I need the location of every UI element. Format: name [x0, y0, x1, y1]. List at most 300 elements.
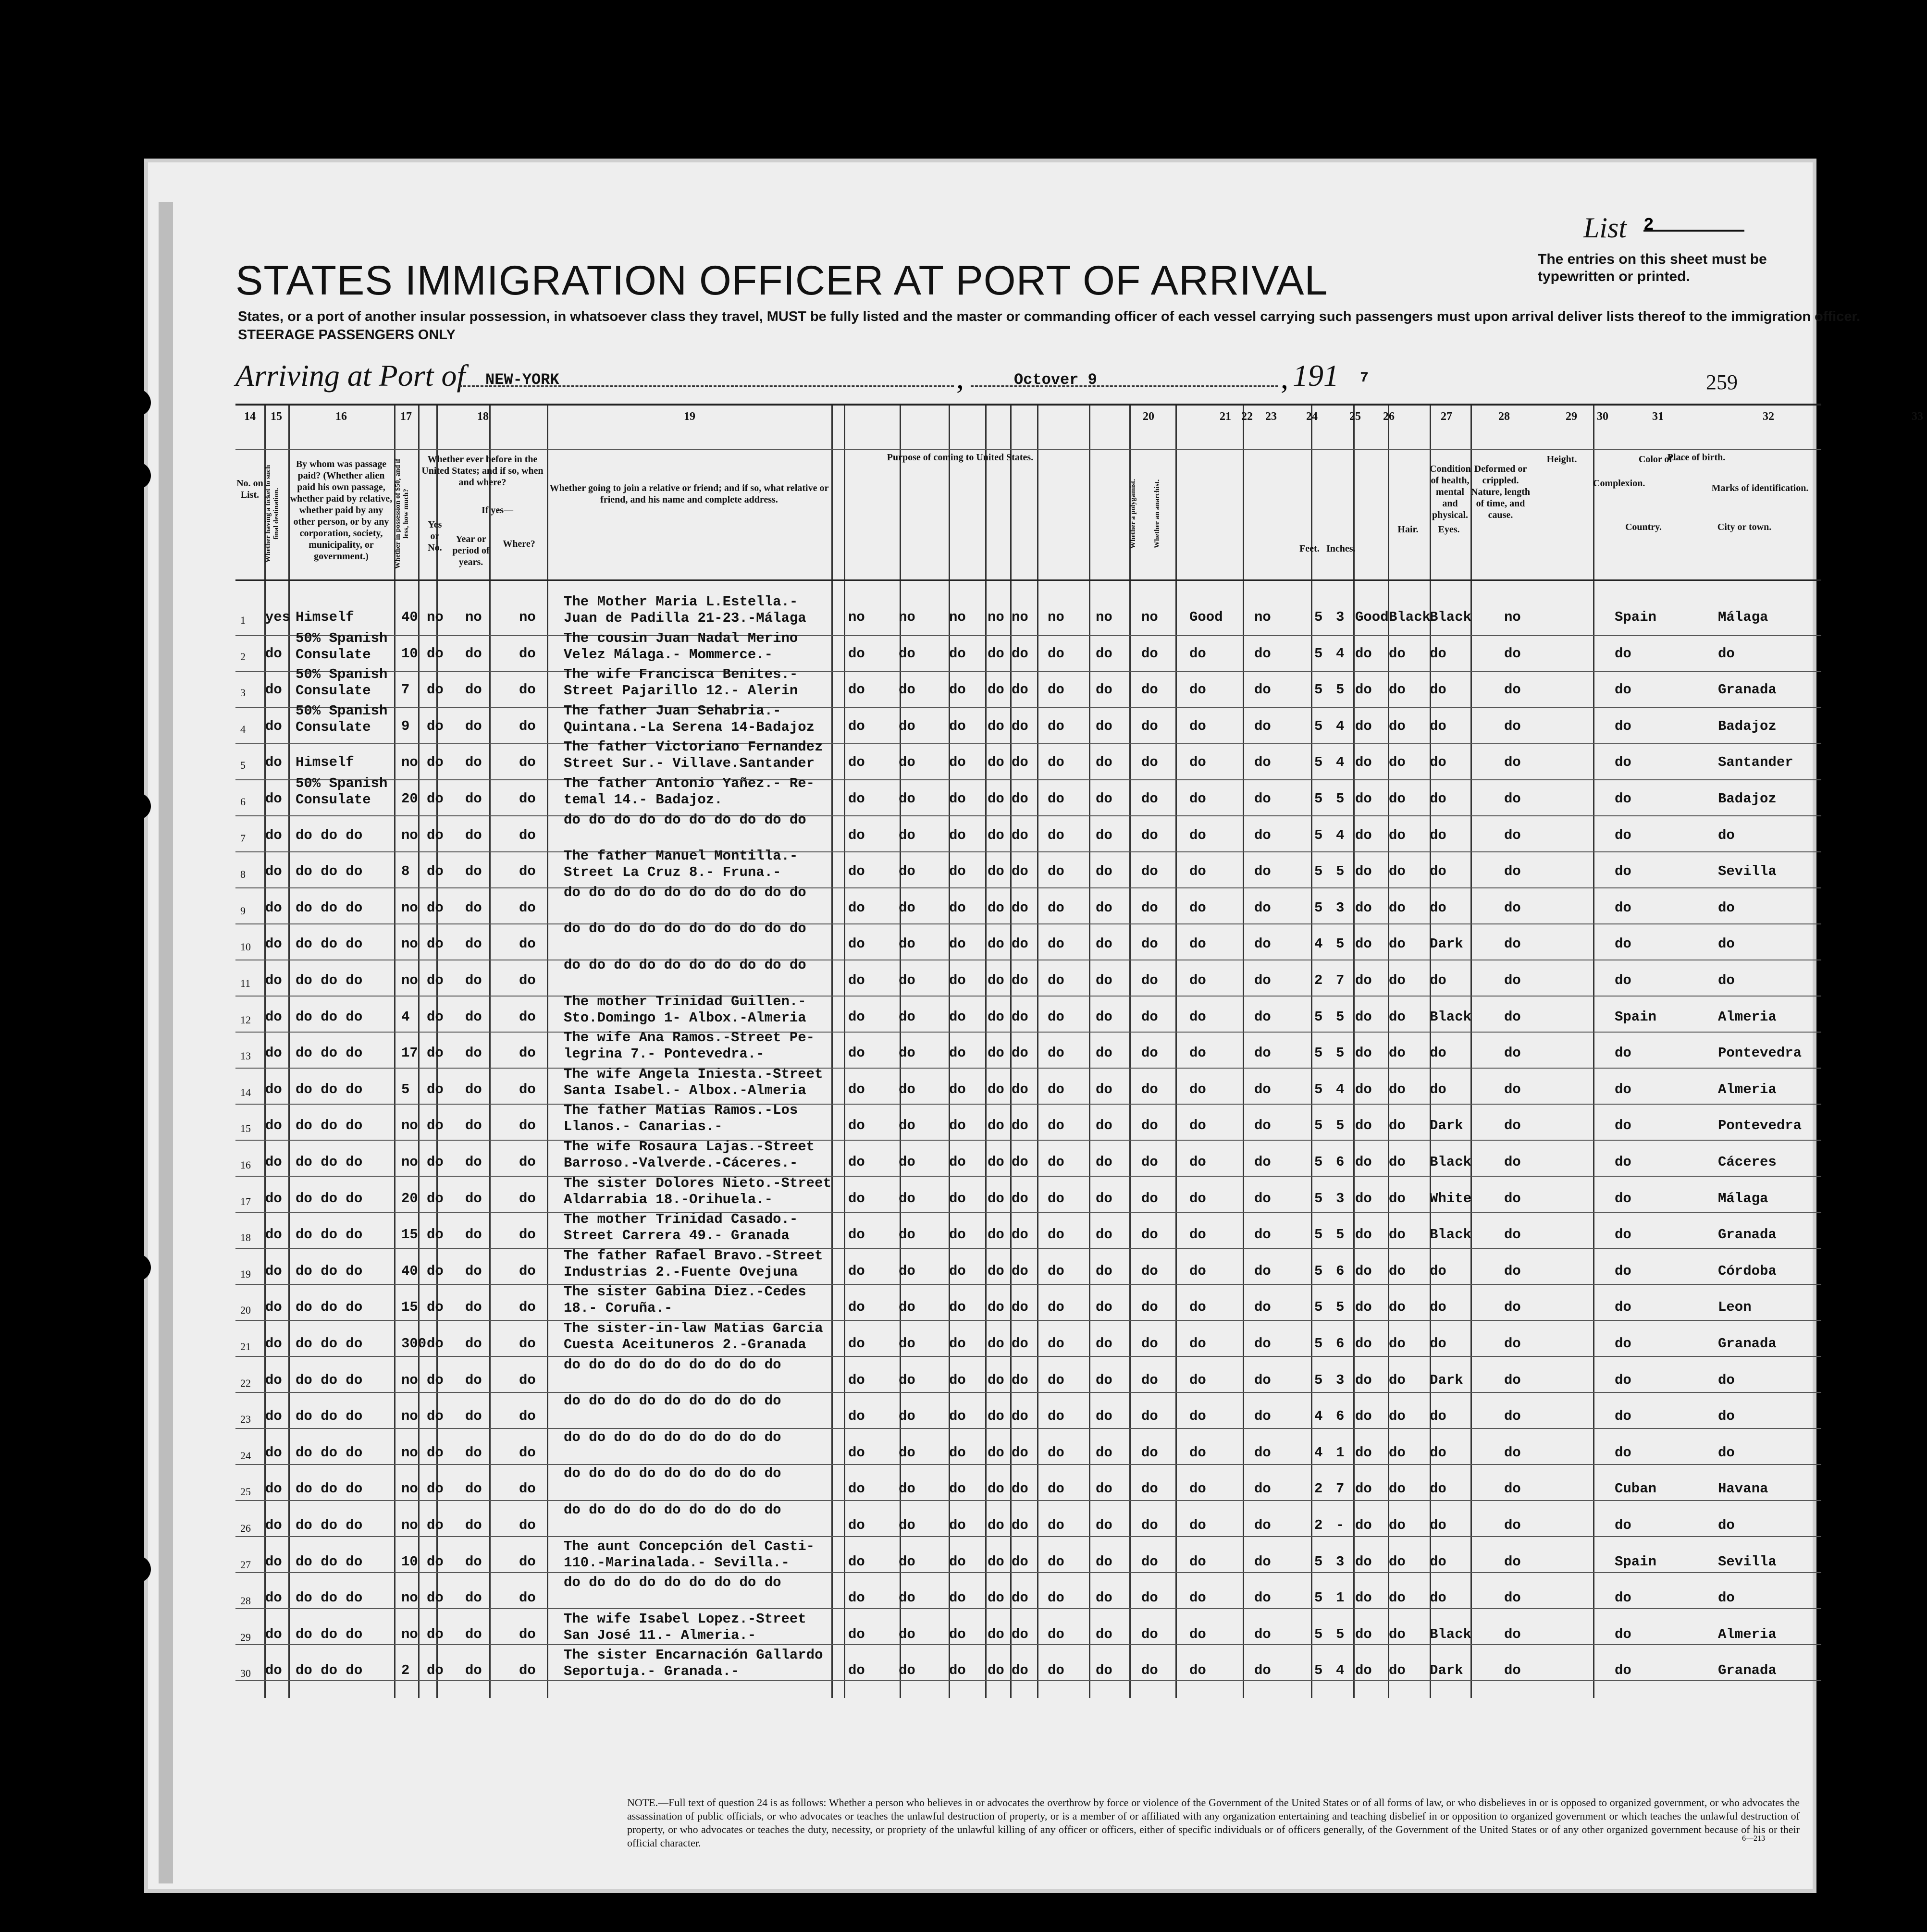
cell-eyes: do [1430, 1590, 1446, 1606]
cell-health: do [1189, 899, 1206, 916]
cell-c23: do [1012, 1626, 1028, 1642]
cell-eyes: do [1430, 1517, 1446, 1533]
cell-complexion: do [1355, 718, 1372, 734]
cell-c25: do [1096, 1336, 1112, 1352]
cell-before: do [427, 645, 444, 662]
column-header: Condition of health, mental and physical. [1430, 464, 1471, 520]
cell-c26: do [1141, 645, 1158, 662]
cell-inches: 4 [1336, 827, 1345, 843]
cell-health: do [1189, 1408, 1206, 1425]
cell-c22: do [988, 1553, 1004, 1570]
cell-c21: do [949, 718, 966, 734]
cell-no: 7 [240, 832, 246, 844]
column-number: 24 [1306, 410, 1318, 423]
column-number: 15 [271, 410, 282, 423]
cell-paid: do do do [296, 899, 363, 916]
cell-paid: Himself [296, 754, 354, 771]
cell-feet: 5 [1314, 1299, 1323, 1316]
cell-feet: 5 [1314, 1118, 1323, 1134]
cell-where: do [519, 1154, 536, 1170]
instruction-line: States, or a port of another insular possession, in whatsoever class they travel, MUST be fully listed and the master or commanding officer of each vessel carrying such passengers must upon arrival deliver lists thereof to the immigration officer. [238, 309, 1861, 324]
cell-c23: do [1012, 1227, 1028, 1243]
cell-deformed: do [1254, 1263, 1271, 1279]
port-value: NEW-YORK [485, 371, 559, 389]
cell-no: 14 [240, 1086, 251, 1098]
cell-deformed: do [1254, 754, 1271, 771]
cell-money: 15 [401, 1227, 418, 1243]
cell-deformed: do [1254, 1154, 1271, 1170]
cell-health: do [1189, 1553, 1206, 1570]
cell-where: do [519, 1190, 536, 1206]
cell-year: do [465, 1045, 482, 1061]
cell-where: do [519, 1118, 536, 1134]
cell-c24: do [1048, 1553, 1064, 1570]
cell-c23: do [1012, 863, 1028, 880]
cell-health: Good [1189, 609, 1223, 625]
cell-c21: do [949, 899, 966, 916]
cell-health: do [1189, 791, 1206, 807]
cell-before: do [427, 1118, 444, 1134]
cell-c21: do [949, 827, 966, 843]
form-title: STATES IMMIGRATION OFFICER AT PORT OF ARRIVAL [235, 258, 1328, 304]
cell-year: do [465, 718, 482, 734]
cell-year: do [465, 1154, 482, 1170]
cell-ticket: do [265, 1081, 282, 1097]
cell-ticket: do [265, 936, 282, 952]
footnote: NOTE.—Full text of question 24 is as follows: Whether a person who believes in or advocates the overthrow by force or violence of the Government of the United States or of all forms of law, or who disbelieves in or is opposed to organized government, or who advocates the assassination of public officials, or who advocates or teaches the unlawful destruction of property, or is a member of or affiliated with any organization entertaining and teaching disbelief in or opposition to organized government or which teaches the unlawful destruction of property, or who advocates or teaches the duty, necessity, or propriety of the unlawful killing of any officer or officers, either of specific individuals or of officers generally, of the Government of the United States or of any other organized government because of his or their official character. [627, 1797, 1800, 1849]
cell-health: do [1189, 1517, 1206, 1533]
cell-c25: no [1096, 609, 1112, 625]
cell-join2: Seportuja.- Granada.- [564, 1663, 740, 1680]
cell-marks: do [1504, 1081, 1521, 1097]
cell-year: do [465, 1444, 482, 1461]
cell-c26: do [1141, 1662, 1158, 1679]
cell-join1: do do do do do do do do do [564, 1465, 781, 1482]
cell-c25: do [1096, 682, 1112, 698]
cell-c25: do [1096, 718, 1112, 734]
cell-c25: do [1096, 1081, 1112, 1097]
cell-c26: do [1141, 1081, 1158, 1097]
cell-before: do [427, 1372, 444, 1388]
arriving-label: Arriving at Port of [235, 358, 466, 393]
cell-health: do [1189, 972, 1206, 988]
cell-year: do [465, 1081, 482, 1097]
cell-ticket: do [265, 1626, 282, 1642]
cell-no: 26 [240, 1522, 251, 1534]
cell-c25: do [1096, 791, 1112, 807]
cell-no: 20 [240, 1304, 251, 1317]
cell-marks: do [1504, 972, 1521, 988]
cell-marks: do [1504, 1662, 1521, 1679]
cell-money: 5 [401, 1081, 410, 1097]
cell-c21: do [949, 1372, 966, 1388]
cell-c22: do [988, 1263, 1004, 1279]
cell-complexion: do [1355, 1408, 1372, 1425]
cell-deformed: no [1254, 609, 1271, 625]
cell-c24: do [1048, 972, 1064, 988]
cell-c22: do [988, 1118, 1004, 1134]
cell-complexion: do [1355, 1227, 1372, 1243]
cell-c21: no [949, 609, 966, 625]
cell-deformed: do [1254, 1481, 1271, 1497]
cell-paid: do do do [296, 1408, 363, 1425]
instruction-text [238, 308, 1860, 344]
cell-c24: do [1048, 1263, 1064, 1279]
cell-c23: do [1012, 1263, 1028, 1279]
table-row [235, 1465, 1821, 1512]
cell-marks: do [1504, 791, 1521, 807]
cell-c20b: do [899, 1553, 915, 1570]
cell-c25: do [1096, 1009, 1112, 1025]
cell-c23: do [1012, 1154, 1028, 1170]
cell-where: do [519, 1590, 536, 1606]
cell-join1: The father Rafael Bravo.-Street [564, 1247, 823, 1264]
cell-inches: 1 [1336, 1444, 1345, 1461]
cell-before: do [427, 936, 444, 952]
cell-inches: 3 [1336, 609, 1345, 625]
cell-c20b: do [899, 899, 915, 916]
cell-money: 20 [401, 1190, 418, 1206]
cell-year: do [465, 1118, 482, 1134]
cell-inches: 5 [1336, 936, 1345, 952]
cell-c25: do [1096, 972, 1112, 988]
cell-c25: do [1096, 1662, 1112, 1679]
cell-ticket: do [265, 1154, 282, 1170]
column-header: Whether ever before in the United States; and if so, when and where? [421, 454, 544, 488]
cell-before: do [427, 1408, 444, 1425]
cell-inches: 6 [1336, 1154, 1345, 1170]
cell-hair: do [1389, 1481, 1406, 1497]
cell-where: do [519, 1081, 536, 1097]
cell-deformed: do [1254, 1009, 1271, 1025]
cell-no: 1 [240, 614, 246, 626]
cell-complexion: do [1355, 1517, 1372, 1533]
cell-no: 3 [240, 687, 246, 699]
cell-join1: The wife Angela Iniesta.-Street [564, 1066, 823, 1082]
cell-inches: 7 [1336, 1481, 1345, 1497]
cell-feet: 5 [1314, 1372, 1323, 1388]
cell-complexion: do [1355, 1553, 1372, 1570]
cell-c26: do [1141, 1444, 1158, 1461]
cell-hair: do [1389, 1662, 1406, 1679]
cell-c24: do [1048, 754, 1064, 771]
cell-complexion: do [1355, 1444, 1372, 1461]
cell-where: do [519, 1662, 536, 1679]
column-header: Whether an anarchist. [1153, 479, 1161, 548]
cell-c23: do [1012, 1444, 1028, 1461]
cell-c23: do [1012, 827, 1028, 843]
cell-c21: do [949, 1227, 966, 1243]
steerage-label: STEERAGE PASSENGERS ONLY [238, 327, 456, 343]
cell-where: do [519, 1553, 536, 1570]
cell-before: do [427, 1444, 444, 1461]
cell-where: do [519, 936, 536, 952]
cell-country: do [1615, 791, 1631, 807]
cell-inches: 5 [1336, 863, 1345, 880]
cell-marks: do [1504, 682, 1521, 698]
cell-year: do [465, 936, 482, 952]
column-header: Purpose of coming to United States. [887, 452, 1034, 463]
cell-eyes: do [1430, 899, 1446, 916]
cell-health: do [1189, 1444, 1206, 1461]
cell-country: do [1615, 1190, 1631, 1206]
column-header: Whether a polygamist. [1129, 479, 1137, 549]
cell-complexion: do [1355, 936, 1372, 952]
cell-c24: do [1048, 1227, 1064, 1243]
cell-c22: do [988, 827, 1004, 843]
cell-eyes: Black [1430, 1227, 1472, 1243]
cell-c21: do [949, 1662, 966, 1679]
cell-c22: do [988, 1299, 1004, 1316]
cell-marks: do [1504, 1045, 1521, 1061]
cell-c21: do [949, 1481, 966, 1497]
cell-no: 30 [240, 1667, 251, 1680]
cell-join1: do do do do do do do do do [564, 1502, 781, 1518]
cell-deformed: do [1254, 1517, 1271, 1533]
cell-eyes: do [1430, 1481, 1446, 1497]
cell-where: do [519, 718, 536, 734]
column-number: 23 [1265, 410, 1277, 423]
cell-city: Almeria [1718, 1626, 1777, 1642]
cell-deformed: do [1254, 1118, 1271, 1134]
cell-join1: do do do do do do do do do do [564, 812, 806, 828]
cell-deformed: do [1254, 1227, 1271, 1243]
cell-money: 10 [401, 1553, 418, 1570]
cell-join2: temal 14.- Badajoz. [564, 792, 723, 808]
column-number: 30 [1597, 410, 1608, 423]
cell-city: Badajoz [1718, 791, 1777, 807]
cell-inches: 5 [1336, 682, 1345, 698]
column-number: 25 [1349, 410, 1361, 423]
column-number: 22 [1241, 410, 1253, 423]
cell-c22: do [988, 1444, 1004, 1461]
cell-c20b: do [899, 754, 915, 771]
cell-c25: do [1096, 1045, 1112, 1061]
cell-deformed: do [1254, 1444, 1271, 1461]
cell-join2: Quintana.-La Serena 14-Badajoz [564, 719, 815, 735]
cell-c20: do [848, 682, 865, 698]
cell-where: do [519, 1372, 536, 1388]
cell-c25: do [1096, 827, 1112, 843]
cell-join2: Llanos.- Canarias.- [564, 1119, 723, 1135]
cell-c21: do [949, 1553, 966, 1570]
cell-c20b: do [899, 1299, 915, 1316]
cell-no: 16 [240, 1159, 251, 1171]
cell-city: do [1718, 1517, 1735, 1533]
cell-money: 7 [401, 682, 410, 698]
cell-c24: do [1048, 1517, 1064, 1533]
cell-inches: 1 [1336, 1590, 1345, 1606]
cell-complexion: do [1355, 682, 1372, 698]
cell-c25: do [1096, 1481, 1112, 1497]
column-header: Hair. [1397, 524, 1419, 535]
cell-c26: no [1141, 609, 1158, 625]
cell-before: do [427, 1154, 444, 1170]
cell-eyes: do [1430, 1263, 1446, 1279]
cell-c20: do [848, 1481, 865, 1497]
cell-hair: do [1389, 1590, 1406, 1606]
cell-hair: do [1389, 1408, 1406, 1425]
cell-no: 5 [240, 759, 246, 772]
cell-health: do [1189, 1662, 1206, 1679]
cell-feet: 4 [1314, 936, 1323, 952]
cell-city: do [1718, 827, 1735, 843]
cell-city: Málaga [1718, 609, 1768, 625]
cell-where: do [519, 863, 536, 880]
cell-year: do [465, 754, 482, 771]
cell-country: Spain [1615, 1009, 1657, 1025]
cell-c23: do [1012, 1118, 1028, 1134]
cell-c24: do [1048, 1190, 1064, 1206]
cell-money: no [401, 972, 418, 988]
cell-c20b: no [899, 609, 915, 625]
cell-marks: do [1504, 1154, 1521, 1170]
cell-marks: do [1504, 1590, 1521, 1606]
cell-hair: do [1389, 972, 1406, 988]
cell-c22: do [988, 1336, 1004, 1352]
cell-c26: do [1141, 1481, 1158, 1497]
cell-c20: do [848, 645, 865, 662]
cell-before: do [427, 1517, 444, 1533]
cell-c22: do [988, 1517, 1004, 1533]
cell-where: do [519, 1517, 536, 1533]
cell-ticket: do [265, 1045, 282, 1061]
cell-before: do [427, 863, 444, 880]
cell-ticket: do [265, 899, 282, 916]
cell-c20b: do [899, 1626, 915, 1642]
cell-c23: do [1012, 1299, 1028, 1316]
cell-c23: do [1012, 1372, 1028, 1388]
cell-c22: do [988, 1481, 1004, 1497]
cell-deformed: do [1254, 1190, 1271, 1206]
cell-no: 23 [240, 1413, 251, 1426]
cell-inches: 6 [1336, 1336, 1345, 1352]
cell-c23: do [1012, 1009, 1028, 1025]
cell-year: do [465, 645, 482, 662]
cell-city: Almeria [1718, 1081, 1777, 1097]
cell-paid: do do do [296, 1444, 363, 1461]
cell-c22: do [988, 1626, 1004, 1642]
cell-c23: do [1012, 682, 1028, 698]
cell-city: Badajoz [1718, 718, 1777, 734]
cell-paid: do do do [296, 1626, 363, 1642]
table-row [235, 702, 1821, 750]
column-number: 16 [335, 410, 347, 423]
cell-c20: do [848, 1154, 865, 1170]
cell-deformed: do [1254, 1081, 1271, 1097]
cell-health: do [1189, 1481, 1206, 1497]
cell-deformed: do [1254, 827, 1271, 843]
cell-ticket: do [265, 827, 282, 843]
cell-marks: no [1504, 609, 1521, 625]
column-number: 18 [477, 410, 489, 423]
cell-paid: do do do [296, 1045, 363, 1061]
cell-country: do [1615, 1336, 1631, 1352]
cell-paid: do do do [296, 1299, 363, 1316]
table-row [235, 1502, 1821, 1549]
cell-before: do [427, 1190, 444, 1206]
cell-city: Málaga [1718, 1190, 1768, 1206]
cell-before: do [427, 1009, 444, 1025]
table-row [235, 884, 1821, 931]
cell-money: 9 [401, 718, 410, 734]
cell-c24: no [1048, 609, 1064, 625]
cell-before: do [427, 827, 444, 843]
cell-c22: do [988, 754, 1004, 771]
cell-eyes: do [1430, 754, 1446, 771]
cell-before: do [427, 718, 444, 734]
cell-paid2: Consulate [296, 646, 371, 663]
cell-complexion: do [1355, 1081, 1372, 1097]
cell-country: do [1615, 1154, 1631, 1170]
cell-where: do [519, 1444, 536, 1461]
cell-deformed: do [1254, 1372, 1271, 1388]
cell-c26: do [1141, 718, 1158, 734]
cell-money: no [401, 1626, 418, 1642]
cell-c22: do [988, 791, 1004, 807]
cell-money: no [401, 754, 418, 771]
cell-health: do [1189, 936, 1206, 952]
page-number: 259 [1706, 370, 1738, 394]
cell-c20b: do [899, 1190, 915, 1206]
cell-marks: do [1504, 1299, 1521, 1316]
cell-health: do [1189, 1190, 1206, 1206]
cell-c20: do [848, 791, 865, 807]
cell-complexion: do [1355, 1299, 1372, 1316]
cell-paid: Himself [296, 609, 354, 625]
cell-c22: do [988, 1662, 1004, 1679]
cell-deformed: do [1254, 645, 1271, 662]
cell-c22: do [988, 1009, 1004, 1025]
column-number: 29 [1566, 410, 1577, 423]
cell-country: do [1615, 1626, 1631, 1642]
cell-c24: do [1048, 827, 1064, 843]
cell-c23: do [1012, 645, 1028, 662]
cell-c20b: do [899, 791, 915, 807]
cell-c20: do [848, 718, 865, 734]
table-row [235, 921, 1821, 967]
cell-ticket: do [265, 1553, 282, 1570]
cell-c20: do [848, 1408, 865, 1425]
cell-c26: do [1141, 1009, 1158, 1025]
cell-c23: do [1012, 1553, 1028, 1570]
cell-paid: do do do [296, 1263, 363, 1279]
cell-c22: do [988, 645, 1004, 662]
cell-health: do [1189, 1299, 1206, 1316]
cell-c20b: do [899, 1590, 915, 1606]
cell-c20: do [848, 1299, 865, 1316]
cell-country: do [1615, 936, 1631, 952]
cell-feet: 5 [1314, 1336, 1323, 1352]
cell-paid: do do do [296, 863, 363, 880]
column-number: 19 [684, 410, 695, 423]
cell-c21: do [949, 1154, 966, 1170]
cell-c20: do [848, 899, 865, 916]
cell-c24: do [1048, 936, 1064, 952]
cell-paid: do do do [296, 972, 363, 988]
column-header: Inches. [1326, 543, 1356, 554]
table-row [235, 1284, 1821, 1330]
cell-complexion: do [1355, 1372, 1372, 1388]
list-number-line [1643, 230, 1744, 232]
cell-c20: do [848, 1190, 865, 1206]
cell-feet: 4 [1314, 1408, 1323, 1425]
cell-year: do [465, 1009, 482, 1025]
cell-year: do [465, 972, 482, 988]
footnote-code: 6—213 [1742, 1834, 1765, 1843]
cell-c20: do [848, 1444, 865, 1461]
cell-eyes: do [1430, 972, 1446, 988]
